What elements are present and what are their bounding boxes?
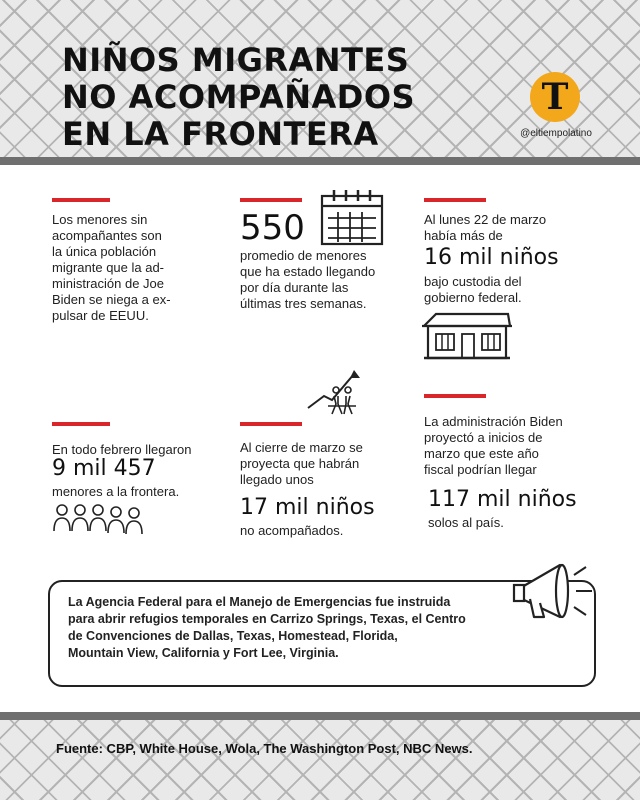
callout-text (68, 594, 488, 662)
text-line: de Convenciones de Dallas, Texas, Homestead, Florida, (68, 629, 398, 643)
accent-bar (52, 198, 110, 202)
stat-number-17mil: 17 mil niños (240, 495, 375, 520)
title-line-2: NO ACOMPAÑADOS (62, 78, 416, 116)
stat-text-550 (240, 248, 400, 312)
text-line: últimas tres semanas. (240, 296, 367, 311)
text-line: acompañantes son (52, 228, 162, 243)
accent-bar (424, 198, 486, 202)
text-line: La administración Biden (424, 414, 563, 429)
text-line: pulsar de EEUU. (52, 308, 149, 323)
stat-text-117mil: solos al país. (428, 515, 504, 530)
text-line: Mountain View, California y Fort Lee, Virginia. (68, 646, 339, 660)
teamwork-icon (306, 368, 368, 420)
text-line: Al cierre de marzo se (240, 440, 363, 455)
text-line: por día durante las (240, 280, 349, 295)
stat-intro-9mil: En todo febrero llegaron (52, 442, 192, 457)
logo (530, 72, 580, 122)
stat-intro-117mil (424, 414, 604, 478)
accent-bar (240, 422, 302, 426)
text-line: migrante que la ad- (52, 260, 165, 275)
text-line: Biden se niega a ex- (52, 292, 171, 307)
accent-bar (240, 198, 302, 202)
stat-text-9mil: menores a la frontera. (52, 484, 180, 499)
text-line: la única población (52, 244, 157, 259)
text-line: fiscal podrían llegar (424, 462, 537, 477)
people-icon (52, 503, 152, 537)
text-line: bajo custodia del (424, 274, 522, 289)
stat-text-unprotected (52, 212, 202, 324)
text-line: gobierno federal. (424, 290, 522, 305)
text-line: proyecta que habrán (240, 456, 360, 471)
text-line: La Agencia Federal para el Manejo de Emergencias fue instruida (68, 595, 451, 609)
title-line-1: NIÑOS MIGRANTES (62, 41, 410, 79)
divider-top (0, 157, 640, 165)
page-title (62, 42, 415, 153)
accent-bar (424, 394, 486, 398)
text-line: para abrir refugios temporales en Carrizo Springs, Texas, el Centro (68, 612, 466, 626)
text-line: llegado unos (240, 472, 314, 487)
accent-bar (52, 422, 110, 426)
building-icon (422, 310, 512, 362)
text-line: proyectó a inicios de (424, 430, 543, 445)
stat-intro-17mil (240, 440, 410, 488)
stat-number-9mil: 9 mil 457 (52, 456, 156, 481)
megaphone-icon (512, 555, 596, 635)
text-line: que ha estado llegando (240, 264, 376, 279)
text-line: ministración de Joe (52, 276, 164, 291)
stat-text-17mil: no acompañados. (240, 523, 344, 538)
logo-letter: T (541, 76, 569, 118)
stat-intro-16mil (424, 212, 594, 244)
source-credit: Fuente: CBP, White House, Wola, The Washington Post, NBC News. (56, 741, 473, 756)
stat-number-117mil: 117 mil niños (428, 487, 577, 512)
text-line: Al lunes 22 de marzo (424, 212, 547, 227)
divider-bottom (0, 712, 640, 720)
stat-text-16mil (424, 274, 594, 306)
title-line-3: EN LA FRONTERA (62, 115, 379, 153)
text-line: había más de (424, 228, 503, 243)
stat-number-550: 550 (240, 208, 305, 248)
stat-number-16mil: 16 mil niños (424, 245, 559, 270)
text-line: Los menores sin (52, 212, 148, 227)
text-line: marzo que este año (424, 446, 539, 461)
text-line: promedio de menores (240, 248, 367, 263)
social-handle: @eltiempolatino (520, 128, 592, 139)
calendar-icon (320, 190, 384, 246)
